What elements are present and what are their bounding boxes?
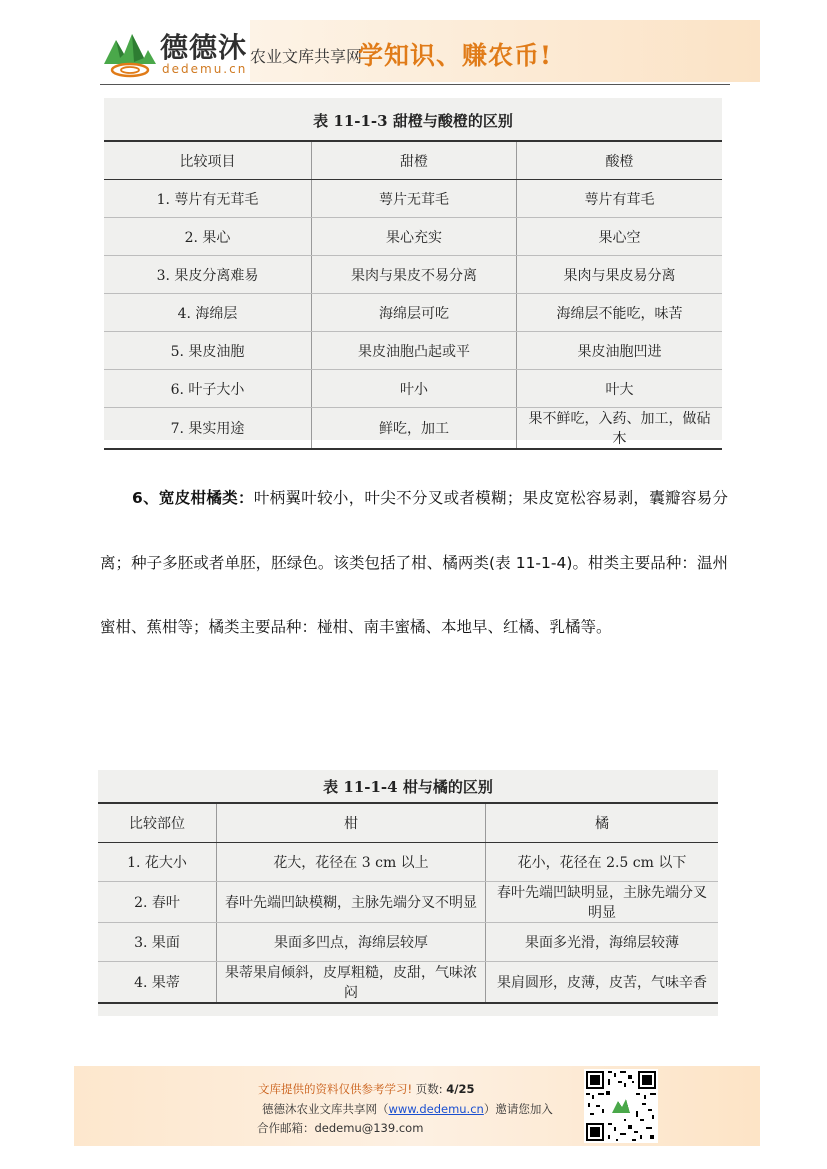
brand-domain: dedemu.cn: [162, 62, 248, 76]
table-row: [104, 180, 722, 218]
table-cell: 3. 果面: [98, 923, 217, 962]
table-row: [104, 408, 722, 450]
table-row: [104, 294, 722, 332]
table-header-cell: 橘: [486, 803, 719, 843]
table-cell: 萼片有茸毛: [517, 180, 723, 218]
table-cell: 果心充实: [312, 218, 517, 256]
table-cell: 5. 果皮油胞: [104, 332, 312, 370]
table-2-title: 表 11-1-4 柑与橘的区别: [323, 778, 493, 796]
table-cell: 1. 花大小: [98, 843, 217, 882]
scanned-table-2: [98, 770, 718, 1016]
table-cell: 6. 叶子大小: [104, 370, 312, 408]
table-cell: 萼片无茸毛: [312, 180, 517, 218]
table-row: [104, 256, 722, 294]
table-header-cell: 柑: [217, 803, 486, 843]
footer-invite-suffix: ）邀请您加入: [483, 1102, 553, 1116]
table-cell: 果肉与果皮不易分离: [312, 256, 517, 294]
table-row: [98, 923, 718, 962]
page-indicator: [416, 1082, 475, 1096]
footer-invite-prefix: 德德沐农业文库共享网（: [262, 1102, 389, 1116]
table-row: [98, 882, 718, 923]
table-cell: 叶小: [312, 370, 517, 408]
table-cell: 鲜吃，加工: [312, 408, 517, 450]
table-cell: 春叶先端凹缺明显，主脉先端分叉明显: [486, 882, 719, 923]
table-row: [104, 218, 722, 256]
table-header-cell: 比较部位: [98, 803, 217, 843]
footer-notice-text: 文库提供的资料仅供参考学习!: [258, 1082, 413, 1096]
paragraph-text: 叶柄翼叶较小，叶尖不分叉或者模糊；果皮宽松容易剥，囊瓣容易分离；种子多胚或者单胚，胚绿色。该类包括了柑、橘两类(表 11-1-4)。柑类主要品种：温州蜜柑、蕉柑等；橘类主要品种：椪柑、南丰蜜橘、本地早、红橘、乳橘等。: [100, 489, 729, 636]
footer-site-link[interactable]: www.dedemu.cn: [388, 1102, 484, 1116]
table-header-cell: 甜橙: [312, 141, 517, 180]
table-1: [104, 140, 722, 450]
table-cell: 果肩圆形，皮薄，皮苦，气味辛香: [486, 962, 719, 1004]
table-header-cell: 比较项目: [104, 141, 312, 180]
table-1-title: 表 11-1-3 甜橙与酸橙的区别: [313, 112, 513, 130]
table-cell: 2. 果心: [104, 218, 312, 256]
table-cell: 1. 萼片有无茸毛: [104, 180, 312, 218]
table-row: [98, 843, 718, 882]
table-cell: 果肉与果皮易分离: [517, 256, 723, 294]
page-label: 页数:: [415, 1082, 443, 1096]
scanned-table-1: [104, 98, 722, 447]
footer-notice: [258, 1081, 475, 1097]
table-header-cell: 酸橙: [517, 141, 723, 180]
site-name: 农业文库共享网: [250, 47, 363, 66]
footer-email: 合作邮箱：dedemu@139.com: [257, 1121, 424, 1135]
table-cell: 4. 海绵层: [104, 294, 312, 332]
slogan: 学知识、赚农币!: [358, 41, 552, 70]
table-header-row: [98, 803, 718, 843]
table-cell: 2. 春叶: [98, 882, 217, 923]
green-mountain-logo-icon: [100, 28, 160, 80]
table-cell: 4. 果蒂: [98, 962, 217, 1004]
table-cell: 果皮油胞凹进: [517, 332, 723, 370]
table-cell: 果面多凹点，海绵层较厚: [217, 923, 486, 962]
table-cell: 7. 果实用途: [104, 408, 312, 450]
table-cell: 叶大: [517, 370, 723, 408]
table-row: [104, 332, 722, 370]
table-cell: 果面多光滑，海绵层较薄: [486, 923, 719, 962]
table-cell: 海绵层不能吃，味苦: [517, 294, 723, 332]
table-cell: 花大，花径在 3 cm 以上: [217, 843, 486, 882]
table-row: [98, 962, 718, 1004]
table-2: [98, 802, 718, 1004]
table-cell: 果心空: [517, 218, 723, 256]
table-cell: 果蒂果肩倾斜，皮厚粗糙，皮甜，气味浓闷: [217, 962, 486, 1004]
table-cell: 果皮油胞凸起或平: [312, 332, 517, 370]
table-row: [104, 370, 722, 408]
qr-code-icon: [584, 1069, 658, 1143]
paragraph-lead: 6、宽皮柑橘类：: [132, 489, 254, 507]
brand-name: 德德沐: [160, 31, 248, 64]
table-cell: 果不鲜吃，入药、加工，做砧木: [517, 408, 723, 450]
header-divider: [100, 84, 730, 85]
body-paragraph: [100, 466, 728, 660]
page-number: 4/25: [446, 1082, 475, 1096]
table-cell: 花小，花径在 2.5 cm 以下: [486, 843, 719, 882]
table-cell: 3. 果皮分离难易: [104, 256, 312, 294]
table-cell: 春叶先端凹缺模糊，主脉先端分叉不明显: [217, 882, 486, 923]
table-cell: 海绵层可吃: [312, 294, 517, 332]
footer-invite: [262, 1101, 553, 1117]
table-header-row: [104, 141, 722, 180]
